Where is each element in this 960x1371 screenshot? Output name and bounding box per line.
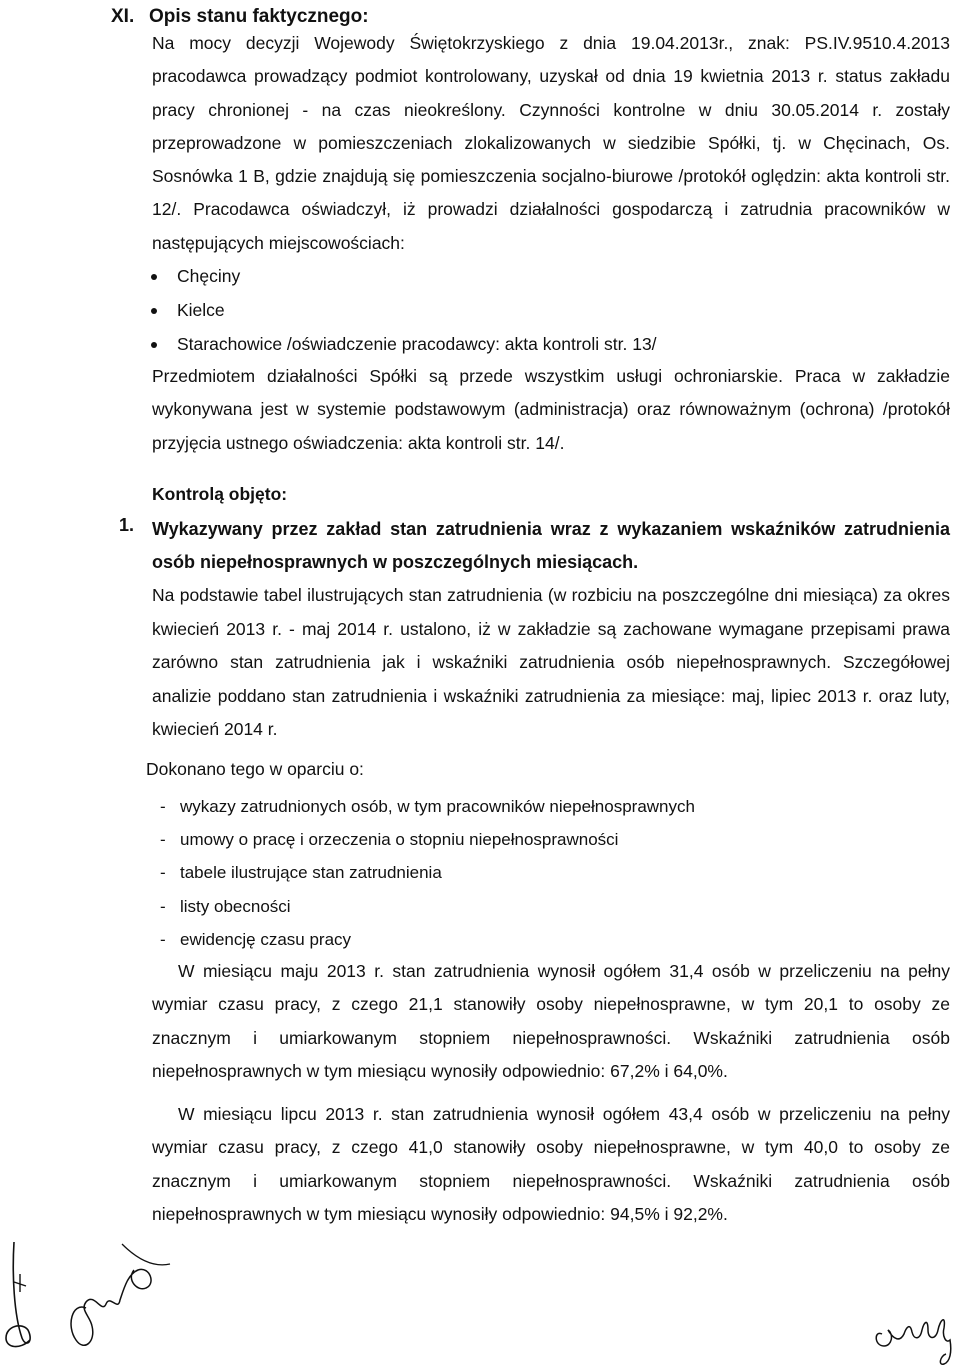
- list-item: - umowy o pracę i orzeczenia o stopniu niepełnosprawności: [160, 830, 619, 850]
- list-item: - listy obecności: [160, 896, 291, 916]
- paragraph-analysis: Na podstawie tabel ilustrujących stan zatrudnienia (w rozbiciu na poszczególne dni miesiąca) za okres kwiecień 2013 r. - maj 2014 r. ustalono, iż w zakładzie są zachowane wymagane przepisami prawa zarówno stan zatrudnienia jak i wskaźniki zatrudnienia osób niepełnosprawnych. Szczegółowej analizie poddano stan zatrudnienia i wskaźniki zatrudnienia za miesiące: maj, lipiec 2013 r. oraz luty, kwiecień 2014 r.: [152, 585, 950, 739]
- section-heading: [111, 6, 369, 28]
- paragraph-may: W miesiącu maju 2013 r. stan zatrudnienia wynosił ogółem 31,4 osób w przeliczeniu na pełny wymiar czasu pracy, z czego 21,1 stanowiły osoby niepełnosprawne, w tym 20,1 to osoby ze znacznym i umiarkowanym stopniem niepełnosprawności. Wskaźniki zatrudnienia osób niepełnosprawnych w tym miesiącu wynosiły odpowiednio: 67,2% i 64,0%.: [152, 961, 950, 1081]
- subheading: Kontrolą objęto:: [152, 484, 288, 504]
- locations-list: [146, 259, 657, 361]
- list-item: - tabele ilustrujące stan zatrudnienia: [160, 863, 442, 883]
- item-title: Wykazywany przez zakład stan zatrudnienia wraz z wykazaniem wskaźników zatrudnienia osób niepełnosprawnych w poszczególnych miesiącach.: [152, 519, 950, 572]
- list-item: - ewidencję czasu pracy: [160, 929, 352, 949]
- paragraph-activity: Przedmiotem działalności Spółki są przede wszystkim usługi ochroniarskie. Praca w zakładzie wykonywana jest w systemie podstawowym (administracja) oraz równoważnym (ochrona) /protokół przyjęcia ustnego oświadczenia: akta kontroli str. 14/.: [152, 366, 950, 453]
- initials-signature-left: [0, 1230, 200, 1365]
- list-item: - wykazy zatrudnionych osób, w tym pracowników niepełnosprawnych: [160, 797, 695, 816]
- item-number: 1.: [119, 515, 135, 535]
- signature-right: [870, 1300, 960, 1370]
- list-item: Kielce: [146, 293, 657, 327]
- section-title: Opis stanu faktycznego:: [149, 6, 369, 27]
- documents-intro: Dokonano tego w oparciu o:: [146, 759, 364, 779]
- list-item: Chęciny: [146, 259, 657, 293]
- section-number: XI.: [111, 6, 135, 27]
- paragraph-july: W miesiącu lipcu 2013 r. stan zatrudnienia wynosił ogółem 43,4 osób w przeliczeniu na pełny wymiar czasu pracy, z czego 41,0 stanowiły osoby niepełnosprawne, w tym 40,0 to osoby ze znacznym i umiarkowanym stopniem niepełnosprawności. Wskaźniki zatrudnienia osób niepełnosprawnych w tym miesiącu wynosiły odpowiednio: 94,5% i 92,2%.: [152, 1104, 950, 1224]
- documents-list: [160, 790, 695, 956]
- list-item: Starachowice /oświadczenie pracodawcy: akta kontroli str. 13/: [146, 327, 657, 361]
- paragraph-intro: Na mocy decyzji Wojewody Świętokrzyskiego z dnia 19.04.2013r., znak: PS.IV.9510.4.2013 pracodawca prowadzący podmiot kontrolowany, uzyskał od dnia 19 kwietnia 2013 r. status zakładu pracy chronionej - na czas nieokreślony. Czynności kontrolne w dniu 30.05.2014 r. zostały przeprowadzone w pomieszczeniach zlokalizowanych w siedzibie Spółki, tj. w Chęcinach, Os. Sosnówka 1 B, gdzie znajdują się pomieszczenia socjalno-biurowe /protokół oględzin: akta kontroli str. 12/. Pracodawca oświadczył, iż prowadzi działalności gospodarczą i zatrudnia pracowników w następujących miejscowościach:: [152, 33, 950, 253]
